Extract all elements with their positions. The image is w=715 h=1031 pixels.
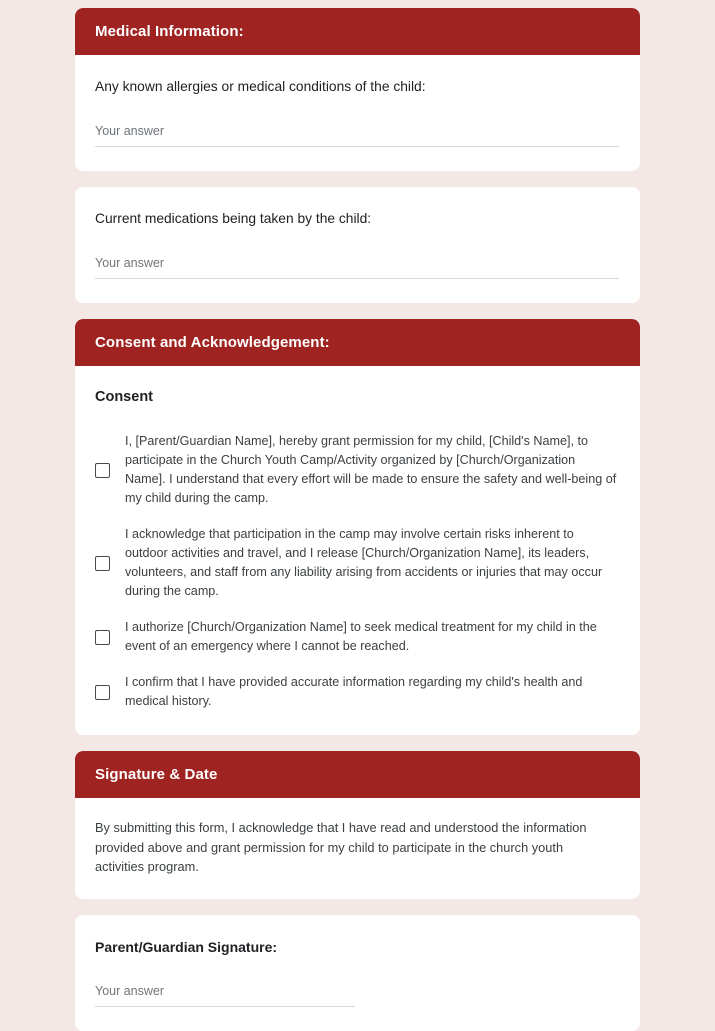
medical-information-header (75, 8, 640, 55)
parent-signature-body (75, 915, 640, 1031)
medical-information-card (75, 8, 640, 171)
signature-date-header (75, 751, 640, 798)
checkbox-icon[interactable] (95, 630, 110, 645)
consent-checkbox-row[interactable] (95, 618, 620, 656)
checkbox-icon[interactable] (95, 556, 110, 571)
consent-checkbox-list (95, 432, 620, 711)
medications-answer-placeholder[interactable]: Your answer (95, 256, 165, 270)
parent-signature-card (75, 915, 640, 1031)
consent-checkbox-label: I acknowledge that participation in the camp may involve certain risks inherent to outdoor activities and travel, and I release [Church/Organization Name], its leaders, volunteers, and staff from any liability arising from accidents or injuries that may occur during the camp. (125, 527, 603, 598)
allergies-answer-placeholder[interactable]: Your answer (95, 124, 165, 138)
signature-date-card (75, 751, 640, 899)
allergies-question-label: Any known allergies or medical conditions of the child: (95, 79, 426, 94)
consent-checkbox-label: I, [Parent/Guardian Name], hereby grant permission for my child, [Child's Name], to participate in the Church Youth Camp/Activity organized by [Church/Organization Name]. I understand that every effort will be made to ensure the safety and well-being of my child during the camp. (125, 434, 617, 505)
medications-question-label: Current medications being taken by the child: (95, 211, 372, 226)
medications-body (75, 187, 640, 303)
consent-checkbox-row[interactable] (95, 525, 620, 601)
consent-body (75, 366, 640, 735)
allergies-answer-field[interactable] (95, 123, 619, 147)
consent-card (75, 319, 640, 735)
consent-checkbox-label: I confirm that I have provided accurate information regarding my child's health and medical history. (125, 675, 583, 708)
checkbox-icon[interactable] (95, 685, 110, 700)
checkbox-icon[interactable] (95, 463, 110, 478)
consent-checkbox-row[interactable] (95, 432, 620, 508)
medications-card (75, 187, 640, 303)
parent-signature-answer-placeholder[interactable]: Your answer (95, 983, 165, 998)
signature-date-header-title: Signature & Date (95, 766, 218, 783)
parent-signature-label: Parent/Guardian Signature: (95, 938, 278, 955)
parent-signature-answer-field[interactable] (95, 983, 355, 1007)
consent-header (75, 319, 640, 366)
medical-information-header-title: Medical Information: (95, 23, 244, 40)
consent-checkbox-row[interactable] (95, 673, 620, 711)
consent-sub-heading: Consent (95, 389, 153, 405)
medical-information-body (75, 55, 640, 171)
signature-date-body (75, 798, 640, 899)
consent-header-title: Consent and Acknowledgement: (95, 334, 330, 351)
consent-checkbox-label: I authorize [Church/Organization Name] to seek medical treatment for my child in the event of an emergency where I cannot be reached. (125, 620, 597, 653)
signature-statement-text: By submitting this form, I acknowledge that I have read and understood the information provided above and grant permission for my child to participate in the church youth activities program. (95, 820, 587, 874)
medications-answer-field[interactable] (95, 255, 619, 279)
